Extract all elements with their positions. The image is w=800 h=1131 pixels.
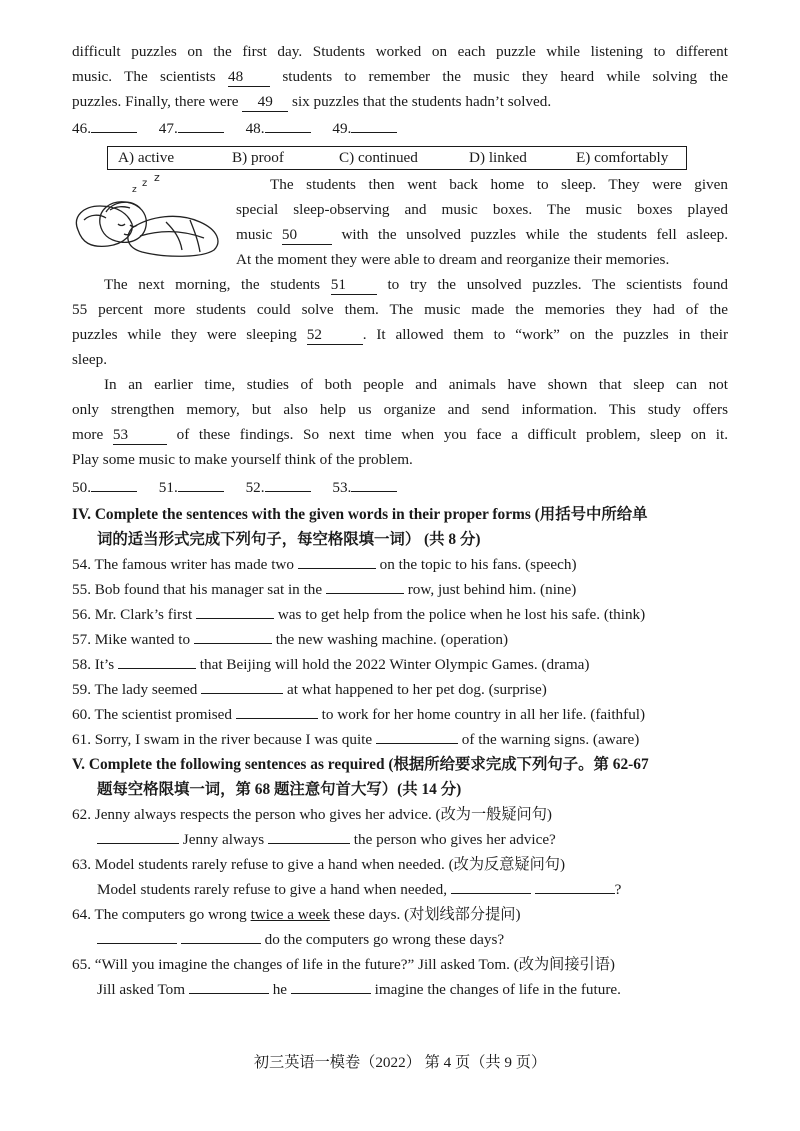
option-a: A) active bbox=[118, 149, 175, 166]
answer-blank[interactable] bbox=[97, 829, 179, 844]
passage-line: 55 percent more students could solve them. The music made the memories they had of the bbox=[72, 301, 728, 318]
answer-blank[interactable] bbox=[451, 879, 531, 894]
answer-blank[interactable] bbox=[196, 604, 274, 619]
answer-blank[interactable] bbox=[291, 979, 371, 994]
answer-blank[interactable] bbox=[91, 477, 137, 492]
answer-blank[interactable] bbox=[194, 629, 272, 644]
question-61: 61. Sorry, I swam in the river because I was quite of the warning signs. (aware) bbox=[72, 731, 640, 748]
answer-blank[interactable] bbox=[118, 654, 196, 669]
passage-line: music 50 with the unsolved puzzles while the students fell asleep. bbox=[236, 226, 729, 243]
question-55: 55. Bob found that his manager sat in the row, just behind him. (nine) bbox=[72, 581, 577, 598]
section-5-title: V. Complete the following sentences as required (根据所给要求完成下列句子。第 62-67 bbox=[72, 756, 649, 773]
passage-line: music. The scientists 48 students to remember the music they heard while solving the bbox=[72, 68, 728, 85]
section-4-title: IV. Complete the sentences with the given words in their proper forms (用括号中所给单 bbox=[72, 506, 648, 523]
passage-line: only strengthen memory, but also help us organize and send information. This study offers bbox=[72, 401, 728, 418]
answer-blank[interactable] bbox=[376, 729, 458, 744]
blank-50: 50 bbox=[282, 226, 332, 245]
question-60: 60. The scientist promised to work for her home country in all her life. (faithful) bbox=[72, 706, 646, 723]
question-58: 58. It’s that Beijing will hold the 2022 Winter Olympic Games. (drama) bbox=[72, 656, 590, 673]
answer-blank[interactable] bbox=[91, 118, 137, 133]
blank-51: 51 bbox=[331, 276, 377, 295]
answer-blank[interactable] bbox=[326, 579, 404, 594]
svg-text:z: z bbox=[142, 178, 148, 189]
question-64-answer: do the computers go wrong these days? bbox=[97, 927, 757, 952]
option-b: B) proof bbox=[232, 149, 284, 166]
blank-48: 48 bbox=[228, 68, 270, 87]
answer-blank[interactable] bbox=[201, 679, 283, 694]
answer-blank[interactable] bbox=[178, 118, 224, 133]
passage-line: At the moment they were able to dream and reorganize their memories. bbox=[236, 251, 670, 268]
option-d: D) linked bbox=[469, 149, 527, 166]
passage-line: In an earlier time, studies of both people and animals have shown that sleep can not bbox=[104, 376, 728, 393]
answer-blank[interactable] bbox=[535, 879, 615, 894]
answer-blank[interactable] bbox=[97, 929, 177, 944]
passage-line: The next morning, the students 51 to try the unsolved puzzles. The scientists found bbox=[104, 276, 729, 293]
question-62-answer: Jenny always the person who gives her advice? bbox=[97, 827, 757, 852]
answer-blank[interactable] bbox=[236, 704, 318, 719]
question-63: 63. Model students rarely refuse to give a hand when needed. (改为反意疑问句) bbox=[72, 856, 566, 873]
passage-line: more 53 of these findings. So next time when you face a difficult problem, sleep on it. bbox=[72, 426, 729, 443]
answer-blank[interactable] bbox=[351, 118, 397, 133]
question-59: 59. The lady seemed at what happened to her pet dog. (surprise) bbox=[72, 681, 547, 698]
option-e: E) comfortably bbox=[576, 149, 669, 166]
answer-blank[interactable] bbox=[268, 829, 350, 844]
section-4-title-cont: 词的适当形式完成下列句子，每空格限填一词） (共 8 分) bbox=[97, 531, 481, 548]
section-5-title-cont: 题每空格限填一词，第 68 题注意句首大写）(共 14 分) bbox=[97, 781, 462, 798]
question-65-answer: Jill asked Tom he imagine the changes of life in the future. bbox=[97, 981, 621, 998]
passage-line: difficult puzzles on the first day. Students worked on each puzzle while listening to different bbox=[72, 43, 728, 60]
blank-52: 52 bbox=[307, 326, 363, 345]
blank-49: 49 bbox=[242, 93, 288, 112]
answer-blank[interactable] bbox=[298, 554, 376, 569]
question-57: 57. Mike wanted to the new washing machine. (operation) bbox=[72, 631, 509, 648]
passage-line: puzzles while they were sleeping 52 . It allowed them to “work” on the puzzles in their bbox=[72, 326, 729, 343]
blank-53: 53 bbox=[113, 426, 167, 445]
answer-blank[interactable] bbox=[181, 929, 261, 944]
page-footer: 初三英语一模卷（2022） 第 4 页（共 9 页） bbox=[253, 1054, 547, 1071]
passage-line: special sleep-observing and music boxes. The music boxes played bbox=[236, 201, 728, 218]
question-63-answer: Model students rarely refuse to give a hand when needed, ? bbox=[97, 881, 622, 898]
option-c: C) continued bbox=[339, 149, 418, 166]
passage-line: Play some music to make yourself think of the problem. bbox=[72, 451, 413, 468]
answer-row-46-49: 46. 47. 48. 49. bbox=[72, 118, 397, 140]
sleeping-child-illustration bbox=[70, 172, 230, 262]
question-62: 62. Jenny always respects the person who gives her advice. (改为一般疑问句) bbox=[72, 806, 552, 823]
passage-line: sleep. bbox=[72, 351, 108, 368]
question-56: 56. Mr. Clark’s first was to get help from the police when he lost his safe. (think) bbox=[72, 606, 646, 623]
answer-blank[interactable] bbox=[265, 118, 311, 133]
question-65: 65. “Will you imagine the changes of life in the future?” Jill asked Tom. (改为间接引语) bbox=[72, 956, 615, 973]
passage-line: The students then went back home to sleep. They were given bbox=[270, 176, 728, 193]
svg-text:z: z bbox=[154, 172, 160, 184]
answer-blank[interactable] bbox=[189, 979, 269, 994]
options-box bbox=[107, 146, 687, 170]
underlined-phrase: twice a week bbox=[250, 906, 330, 923]
question-54: 54. The famous writer has made two on the topic to his fans. (speech) bbox=[72, 556, 577, 573]
svg-text:z: z bbox=[132, 185, 137, 195]
answer-row-50-53: 50. 51. 52. 53. bbox=[72, 477, 397, 499]
answer-blank[interactable] bbox=[351, 477, 397, 492]
answer-blank[interactable] bbox=[178, 477, 224, 492]
passage-line: puzzles. Finally, there were 49 six puzzles that the students hadn’t solved. bbox=[72, 93, 552, 110]
answer-blank[interactable] bbox=[265, 477, 311, 492]
question-64: 64. The computers go wrong twice a week these days. (对划线部分提问) bbox=[72, 906, 521, 923]
